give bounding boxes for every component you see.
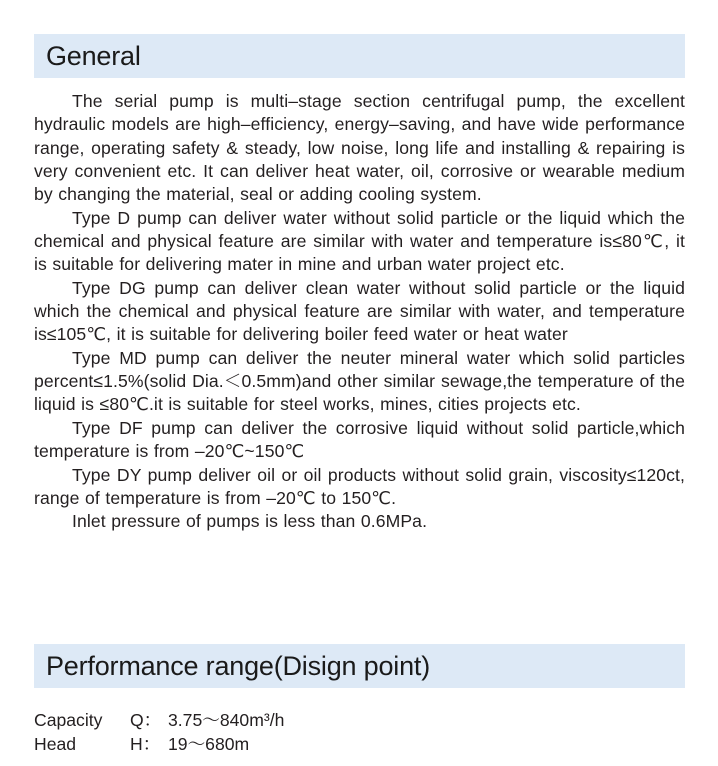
performance-section-heading: Performance range(Disign point) [34, 644, 685, 688]
general-paragraph-type-dy: Type DY pump deliver oil or oil products without solid grain, viscosity≤120ct, range of temperature is from –20℃ to 150℃. [34, 464, 685, 508]
capacity-value: 3.75～840m³/h [168, 710, 285, 730]
performance-row-head [34, 732, 284, 756]
head-label: Head [34, 734, 77, 754]
general-body [34, 90, 685, 534]
head-value: 19～680m [168, 734, 250, 754]
capacity-symbol: Q： [130, 710, 162, 730]
general-paragraph-type-d: Type D pump can deliver water without solid particle or the liquid which the chemical and physical feature are similar with water and temperature is≤80℃, it is suitable for delivering mater in mine and urban water project etc. [34, 207, 685, 275]
general-section-heading: General [34, 34, 685, 78]
capacity-label: Capacity [34, 710, 103, 730]
general-paragraph-type-df: Type DF pump can deliver the corrosive liquid without solid particle,which temperature is from –20℃~150℃ [34, 417, 685, 462]
general-paragraph-type-md: Type MD pump can deliver the neuter mineral water which solid particles percent≤1.5%(solid Dia.＜0.5mm)and other similar sewage,the temperature of the liquid is ≤80℃.it is suitable for steel works, mines, cities projects etc. [34, 347, 685, 415]
performance-range-list [34, 708, 284, 756]
performance-row-capacity [34, 708, 284, 732]
general-paragraph-type-dg: Type DG pump can deliver clean water without solid particle or the liquid which the chemical and physical feature are similar with water, and temperature is≤105℃, it is suitable for delivering boiler feed water or heat water [34, 277, 685, 345]
head-symbol: H： [130, 734, 161, 754]
general-paragraph-inlet-pressure: Inlet pressure of pumps is less than 0.6MPa. [72, 511, 428, 532]
general-paragraph-intro: The serial pump is multi–stage section centrifugal pump, the excellent hydraulic models are high–efficiency, energy–saving, and have wide performance range, operating safety & steady, low noise, long life and installing & repairing is very convenient etc. It can deliver heat water, oil, corrosive or wearable medium by changing the material, seal or adding cooling system. [34, 91, 685, 205]
